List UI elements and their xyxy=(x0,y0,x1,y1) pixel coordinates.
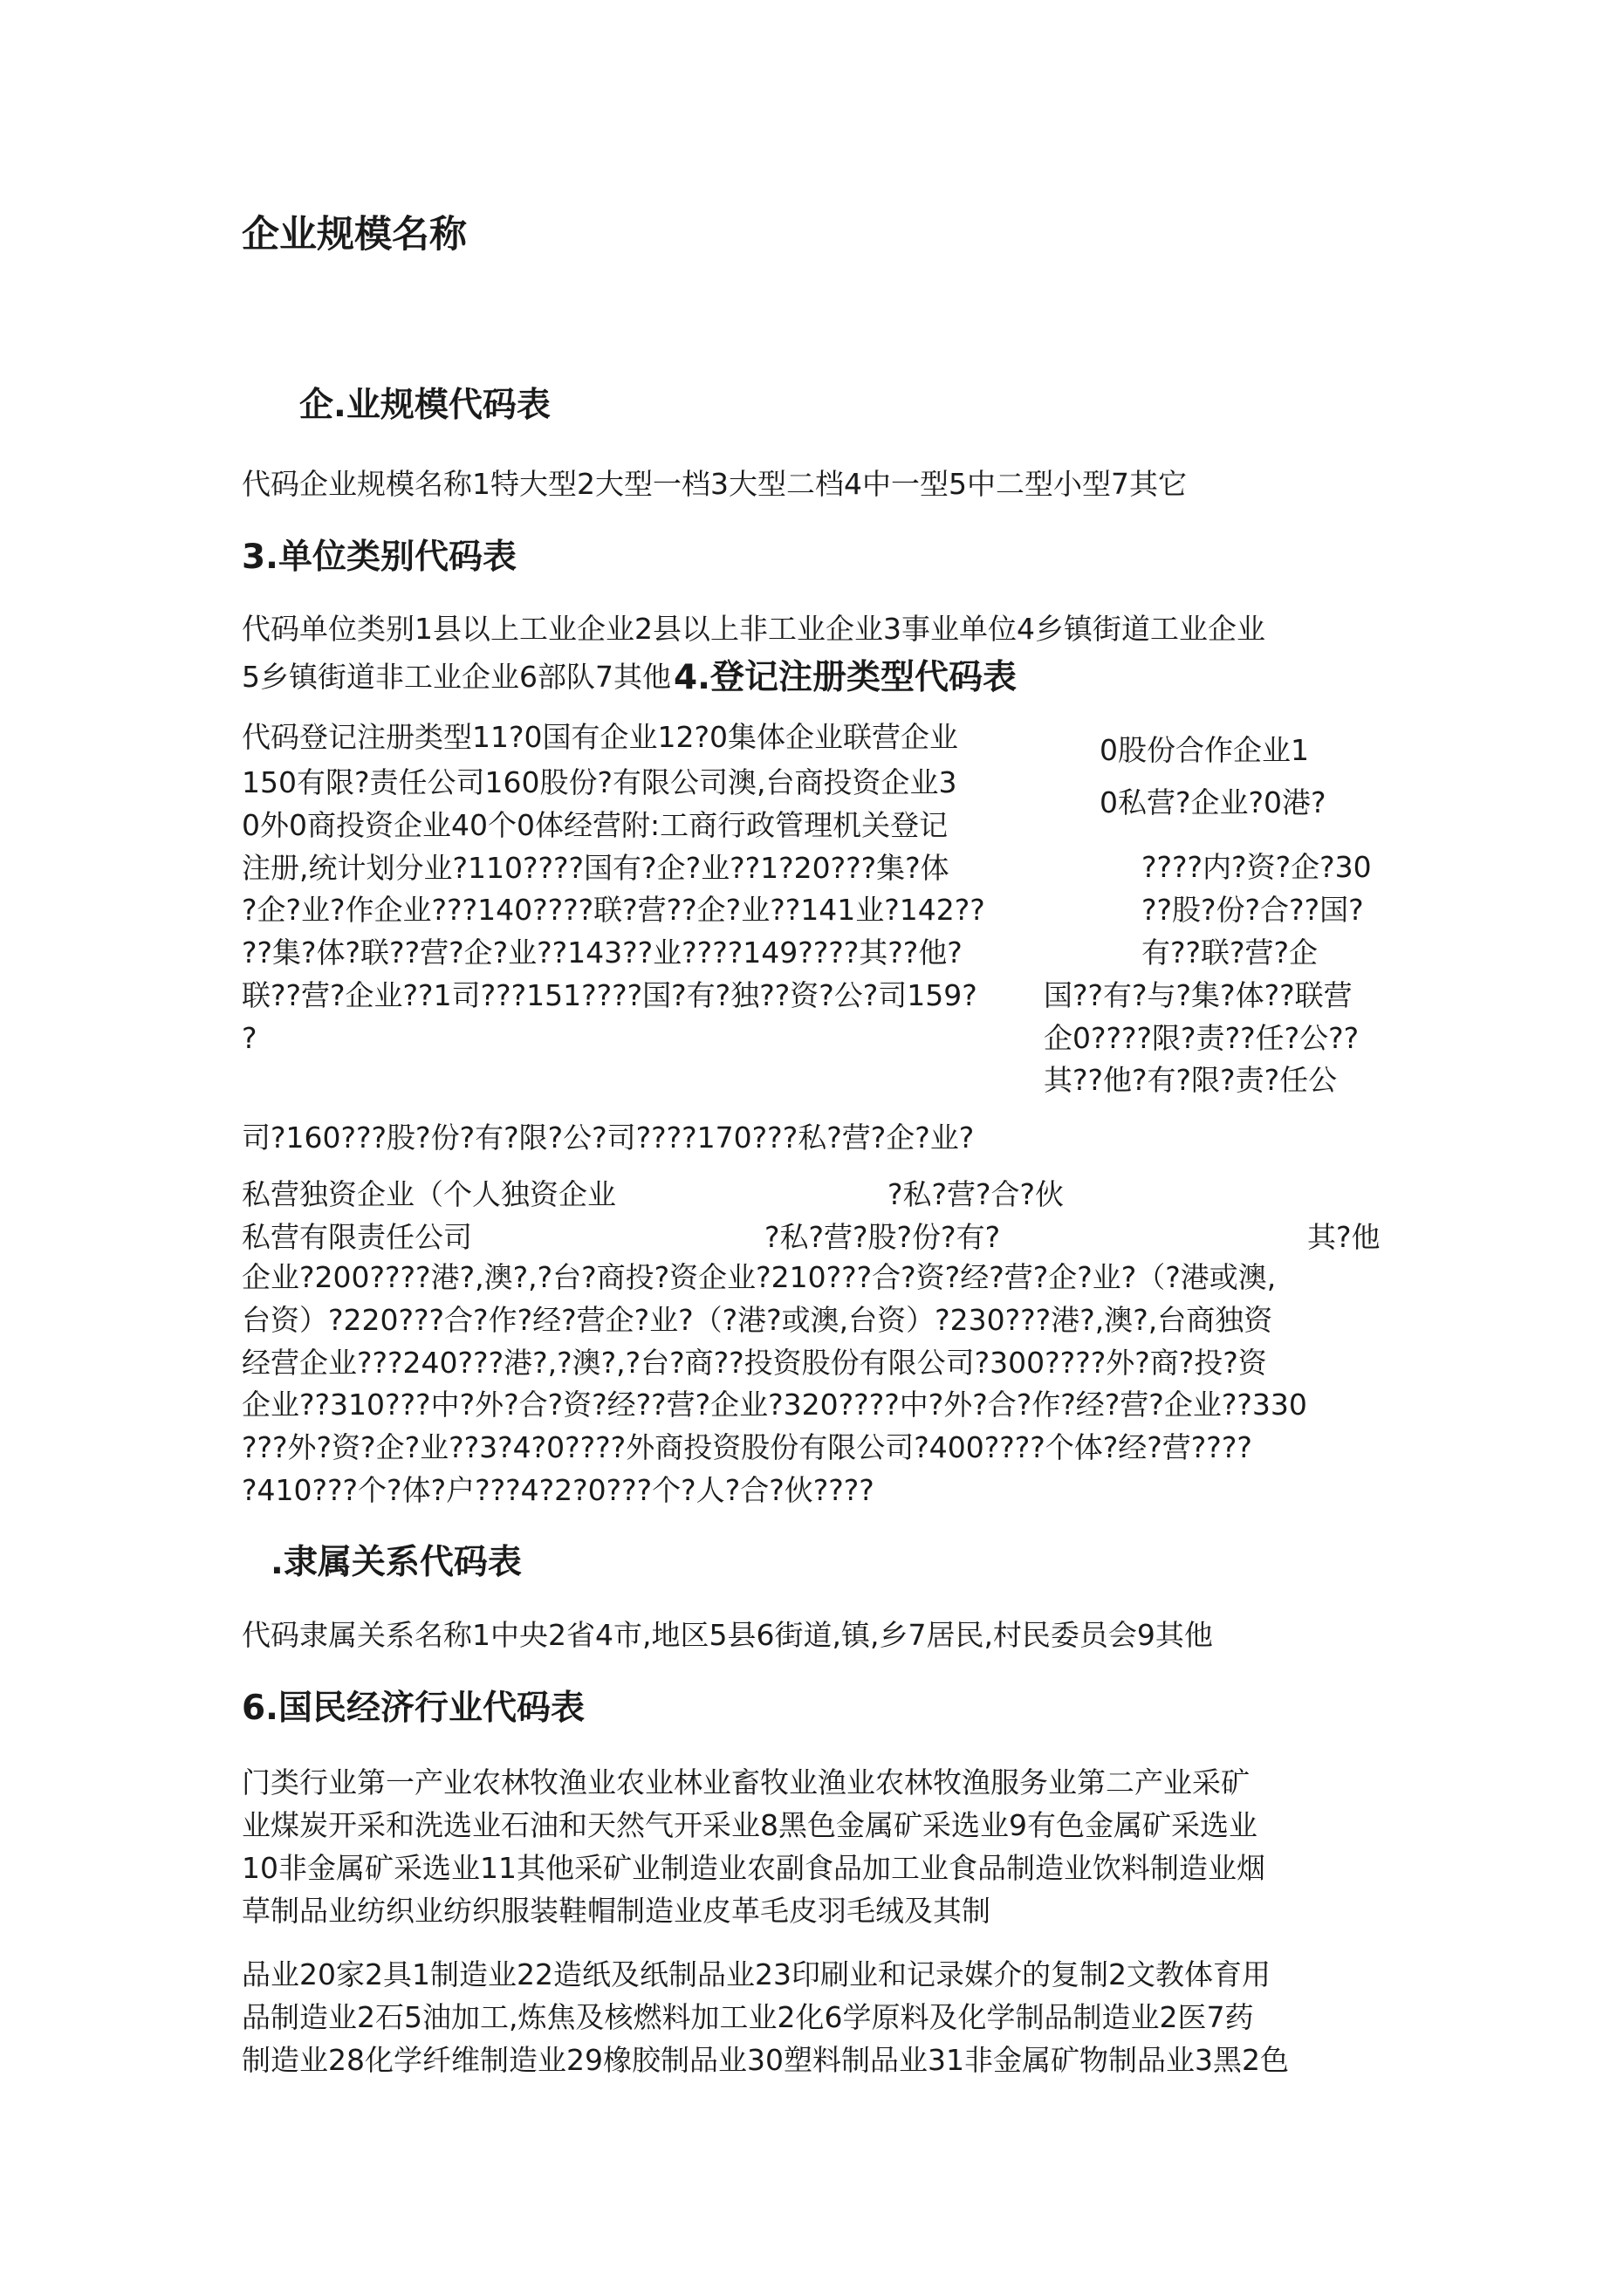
paragraph-industry-line: 品制造业2石5油加工,炼焦及核燃料加工业2化6学原料及化学制品制造业2医7药 xyxy=(242,2000,1254,2034)
registration-tail-line: 经营企业???240???港?,?澳?,?台?商??投资股份有限公司?300????外?商?投?资 xyxy=(242,1346,1267,1380)
registration-tail-line: 台资）?220???合?作?经?营企?业?（?港?或澳,台资）?230???港?,澳?,台商独资 xyxy=(242,1303,1273,1337)
section-heading-unit-category: 3.单位类别代码表 xyxy=(242,538,517,577)
registration-left-line: 注册,统计划分业?110????国有?企?业??1?20???集?体 xyxy=(242,851,949,885)
paragraph-industry-line: 门类行业第一产业农林牧渔业农业林业畜牧业渔业农林牧渔服务业第二产业采矿 xyxy=(242,1765,1250,1799)
registration-right-line: 0私营?企业?0港? xyxy=(1100,785,1326,819)
registration-tail-line: 企业?200????港?,澳?,?台?商投?资企业?210???合?资?经?营?企?业?（?港或澳, xyxy=(242,1260,1277,1294)
registration-left-line: 150有限?责任公司160股份?有限公司澳,台商投资企业3 xyxy=(242,765,957,799)
registration-right-line: 其??他?有?限?责?任公 xyxy=(1044,1063,1338,1097)
paragraph-industry-line: 业煤炭开采和洗选业石油和天然气开采业8黑色金属矿采选业9有色金属矿采选业 xyxy=(242,1808,1257,1842)
registration-right-line: 国??有?与?集?体??联营 xyxy=(1044,978,1353,1012)
clipped-text-strip xyxy=(1095,782,1392,819)
registration-limited-liability: 私营有限责任公司 xyxy=(242,1220,472,1254)
paragraph-industry-line: 制造业28化学纤维制造业29橡胶制品业30塑料制品业31非金属矿物制品业3黑2色 xyxy=(242,2043,1289,2077)
registration-joint-stock: ?私?营?股?份?有? xyxy=(764,1220,1001,1254)
registration-right-line: ????内?资?企?30 xyxy=(1141,850,1372,884)
paragraph-unit-category-line: 代码单位类别1县以上工业企业2县以上非工业企业3事业单位4乡镇街道工业企业 xyxy=(242,612,1265,646)
registration-right-line: 0股份合作企业1 xyxy=(1100,733,1309,767)
registration-left-line: 代码登记注册类型11?0国有企业12?0集体企业联营企业 xyxy=(242,720,959,754)
section-heading-enterprise-scale: 企.业规模代码表 xyxy=(299,386,551,425)
registration-tail-line: ???外?资?企?业??3?4?0????外商投资股份有限公司?400????个体?经?营???? xyxy=(242,1430,1252,1464)
registration-left-line: ??集?体?联??营?企?业??143??业????149????其??他? xyxy=(242,936,963,970)
paragraph-enterprise-scale: 代码企业规模名称1特大型2大型一档3大型二档4中一型5中二型小型7其它 xyxy=(242,467,1187,501)
paragraph-industry-line: 10非金属矿采选业11其他采矿业制造业农副食品加工业食品制造业饮料制造业烟 xyxy=(242,1851,1265,1885)
registration-other: 其?他 xyxy=(1307,1220,1381,1254)
registration-tail-line: 企业??310???中?外?合?资?经??营?企业?320????中?外?合?作?经?营?企业??330 xyxy=(242,1388,1307,1422)
registration-left-line: ?企?业?作企业???140????联?营??企?业??141业?142?? xyxy=(242,893,985,927)
registration-right-line: 企0????限?责??任?公?? xyxy=(1044,1021,1360,1055)
registration-tail-line: ?410???个?体?户???4?2?0???个?人?合?伙???? xyxy=(242,1473,874,1507)
section-heading-industry: 6.国民经济行业代码表 xyxy=(242,1689,585,1728)
registration-sole-proprietorship: 私营独资企业（个人独资企业 xyxy=(242,1177,616,1211)
registration-left-line: 联??营?企业??1司???151????国?有?独??资?公?司159? xyxy=(242,978,977,1012)
registration-left-line: 0外0商投资企业40个0体经营附:工商行政管理机关登记 xyxy=(242,808,949,842)
paragraph-industry-line: 草制品业纺织业纺织服装鞋帽制造业皮革毛皮羽毛绒及其制 xyxy=(242,1894,990,1928)
section-heading-registration-type: 4.登记注册类型代码表 xyxy=(674,658,1017,697)
registration-right-line: 有??联?营?企 xyxy=(1141,936,1319,970)
paragraph-affiliation: 代码隶属关系名称1中央2省4市,地区5县6街道,镇,乡7居民,村民委员会9其他 xyxy=(242,1618,1213,1652)
registration-company-line: 司?160???股?份?有?限?公?司????170???私?营?企?业? xyxy=(242,1121,975,1155)
document-title: 企业规模名称 xyxy=(242,213,467,257)
registration-partnership: ?私?营?合?伙 xyxy=(887,1177,1065,1211)
section-heading-affiliation: .隶属关系代码表 xyxy=(271,1543,522,1582)
registration-left-line: ? xyxy=(242,1021,257,1055)
paragraph-unit-category-line: 5乡镇街道非工业企业6部队7其他 xyxy=(242,660,671,694)
paragraph-industry-line: 品业20家2具1制造业22造纸及纸制品业23印刷业和记录媒介的复制2文教体育用 xyxy=(242,1957,1271,1991)
registration-right-line: ??股?份?合??国? xyxy=(1141,893,1364,927)
